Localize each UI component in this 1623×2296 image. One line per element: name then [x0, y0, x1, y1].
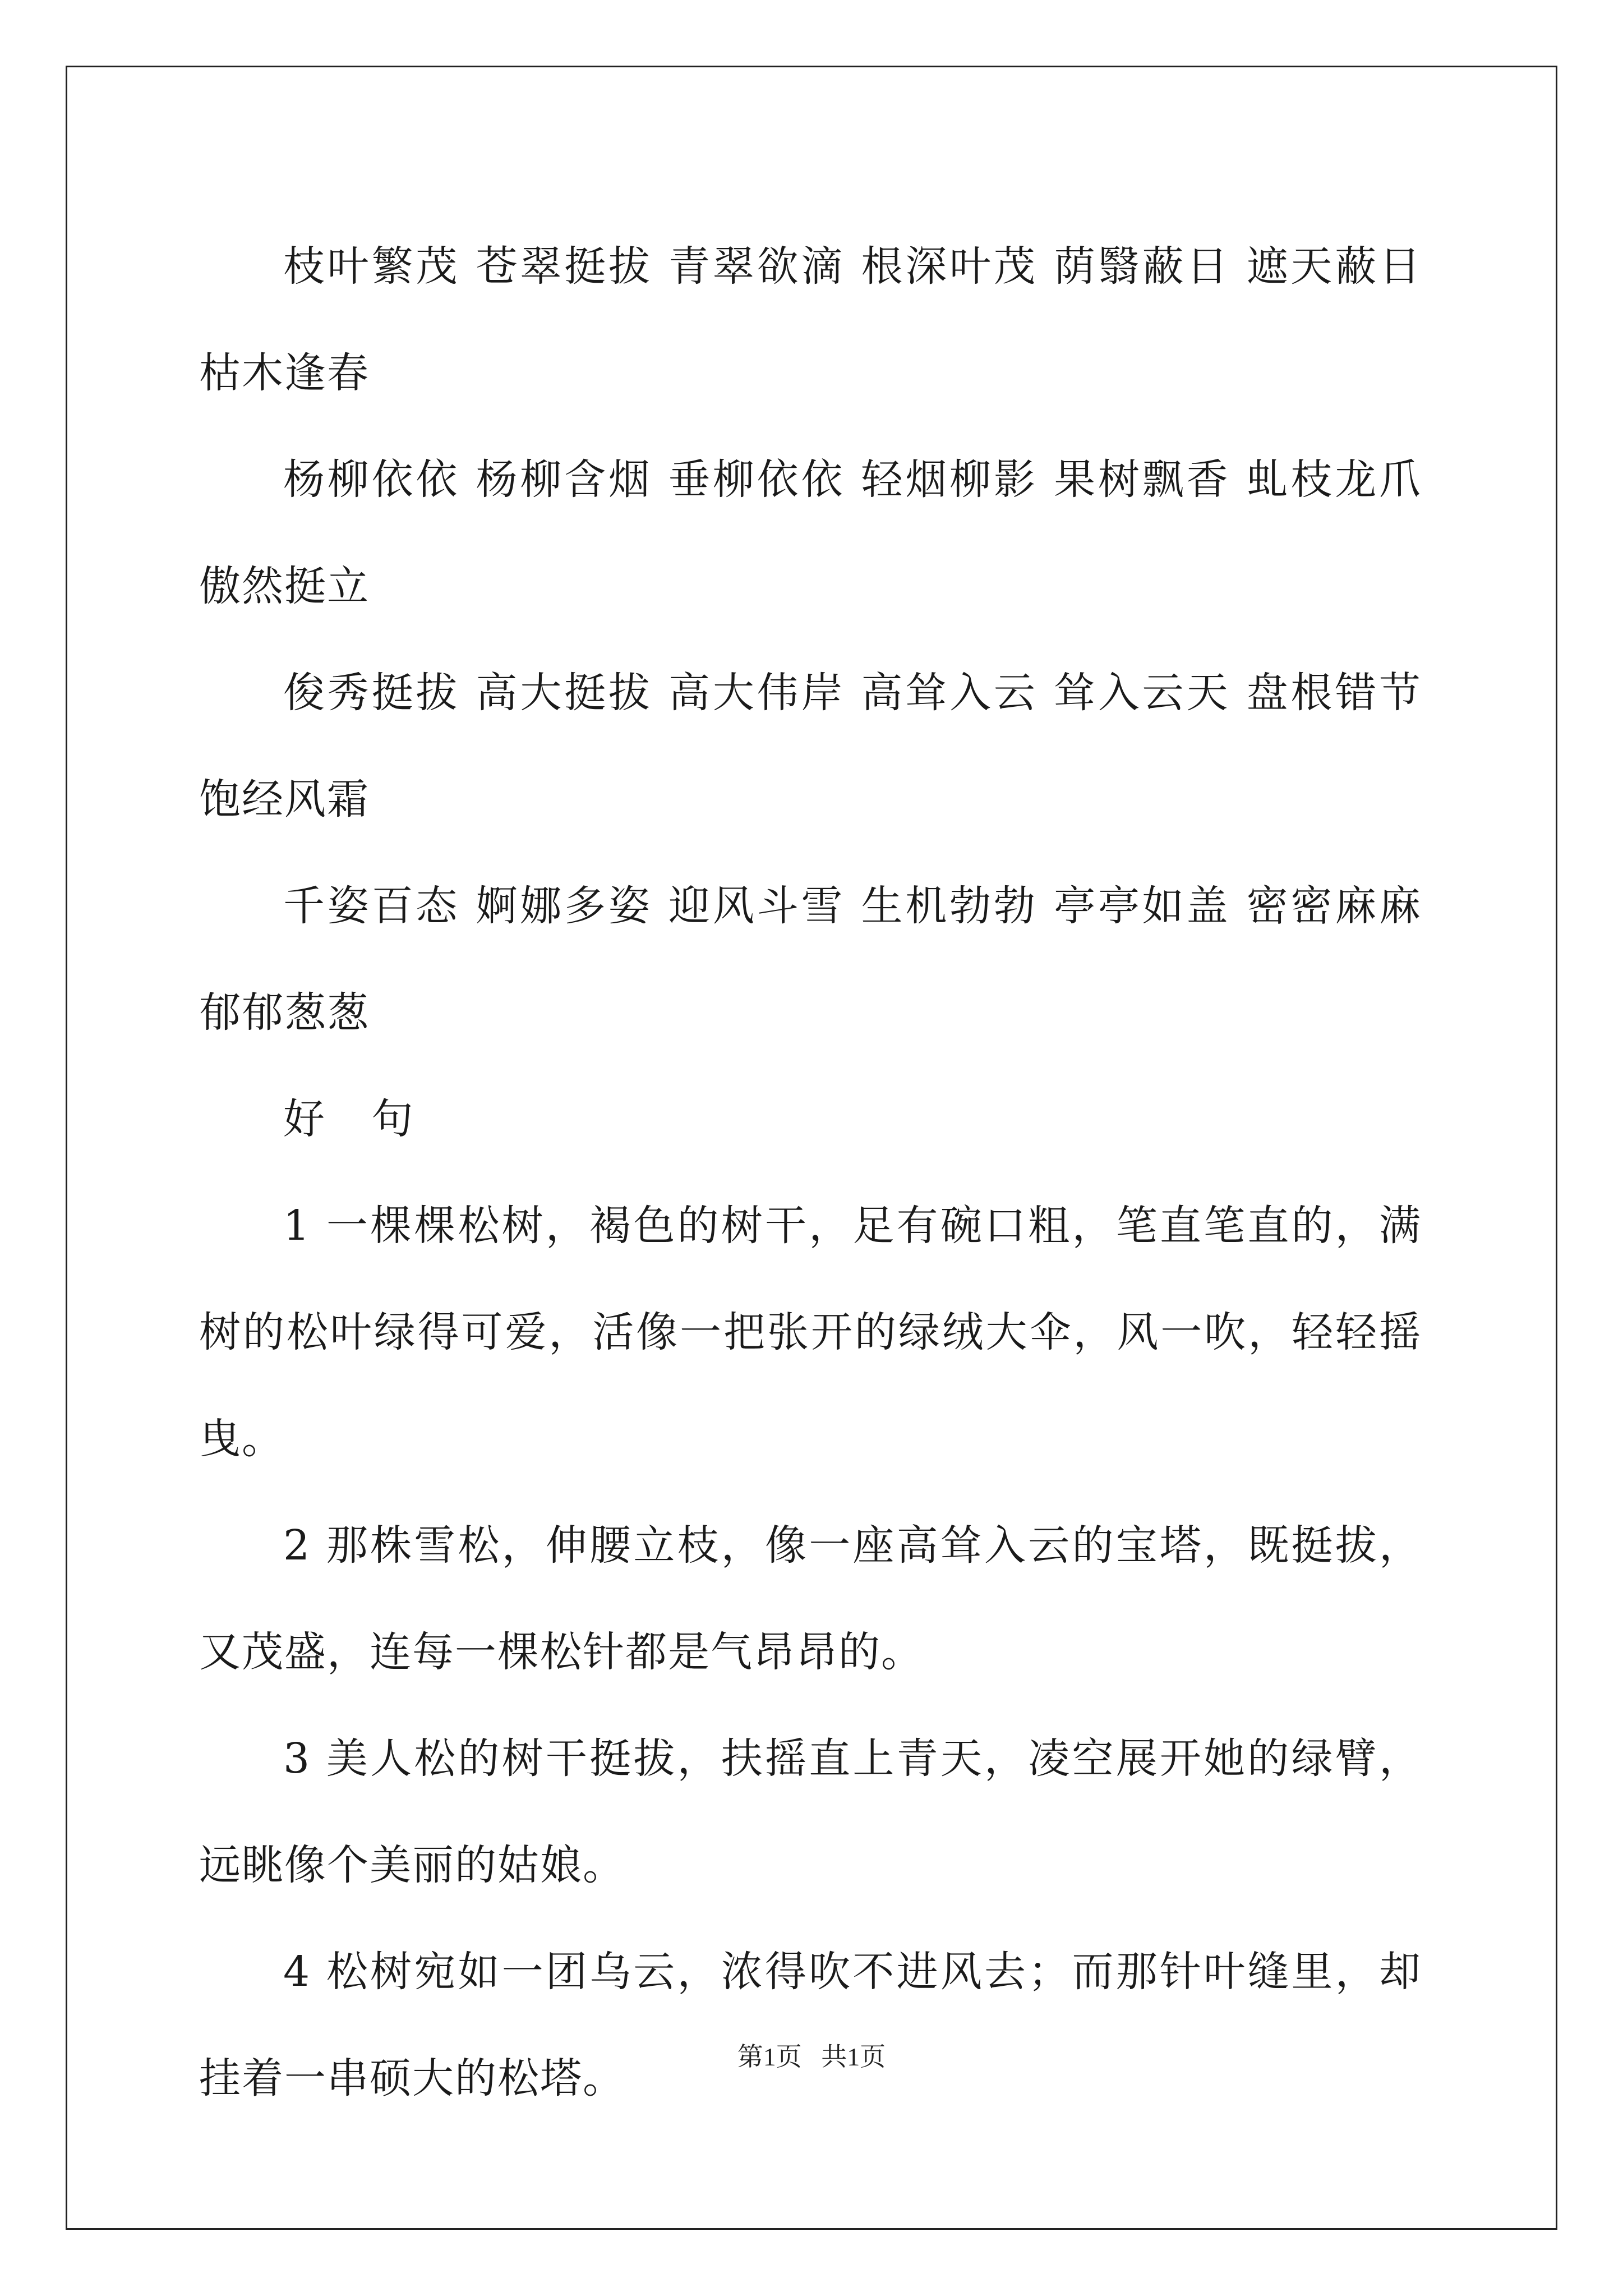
sentence-3: 3 美人松的树干挺拔，扶摇直上青天，凌空展开她的绿臂，远眺像个美丽的姑娘。 [199, 1734, 1422, 1889]
document-body [199, 213, 1422, 2132]
paragraph-words-1: 枝叶繁茂 苍翠挺拔 青翠欲滴 根深叶茂 荫翳蔽日 遮天蔽日 枯木逢春 [199, 242, 1422, 397]
sentence-2: 2 那株雪松，伸腰立枝，像一座高耸入云的宝塔，既挺拔，又茂盛，连每一棵松针都是气昂昂的。 [199, 1521, 1422, 1676]
paragraph-words-4: 千姿百态 婀娜多姿 迎风斗雪 生机勃勃 亭亭如盖 密密麻麻 郁郁葱葱 [199, 882, 1422, 1037]
section-heading: 好 句 [283, 1095, 430, 1143]
paragraph-words-2: 杨柳依依 杨柳含烟 垂柳依依 轻烟柳影 果树飘香 虬枝龙爪 傲然挺立 [199, 455, 1422, 610]
sentence-4: 4 松树宛如一团乌云，浓得吹不进风去；而那针叶缝里，却挂着一串硕大的松塔。 [199, 1948, 1422, 2102]
sentence-1: 1 一棵棵松树，褐色的树干，足有碗口粗，笔直笔直的，满树的松叶绿得可爱，活像一把张开的绿绒大伞，风一吹，轻轻摇曳。 [199, 1202, 1422, 1463]
paragraph-words-3: 俊秀挺拔 高大挺拔 高大伟岸 高耸入云 耸入云天 盘根错节 饱经风霜 [199, 669, 1422, 823]
page-number-footer: 第1页 共1页 [737, 2042, 886, 2071]
